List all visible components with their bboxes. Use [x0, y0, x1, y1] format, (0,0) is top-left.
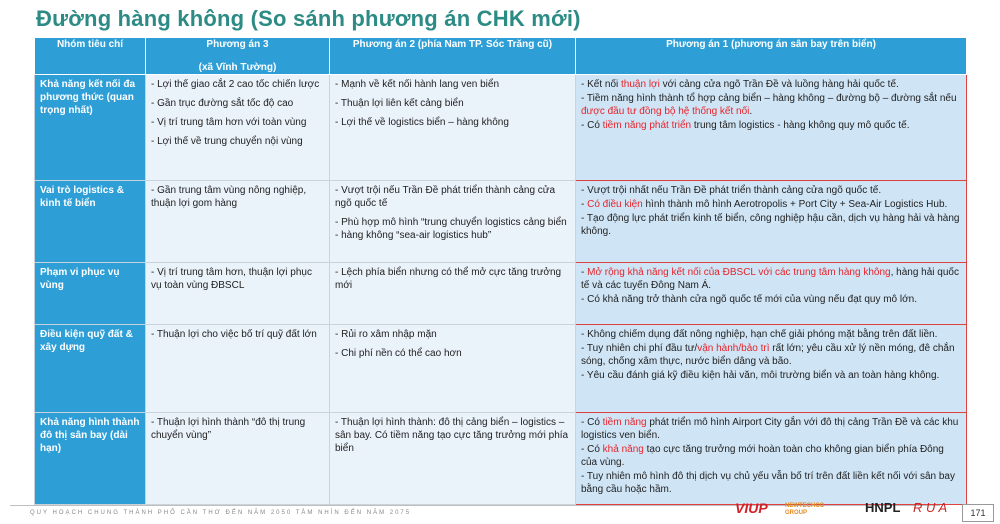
bullet-text: - Lợi thế giao cắt 2 cao tốc chiến lược [151, 79, 320, 90]
highlight-text: được đầu tư đồng bộ hệ thống kết nối [581, 106, 750, 117]
option-3-cell [146, 181, 330, 263]
bullet-text: - Vượt trội nếu Trần Đề phát triển thành cảng cửa ngõ quốc tế [335, 185, 556, 209]
rua-logo: R U A [913, 500, 948, 515]
bullet-text [581, 92, 961, 118]
bullet-text [581, 470, 961, 496]
text-segment: - Tuy nhiên chi phí đầu tư/ [581, 343, 698, 354]
text-segment: - Tiềm năng hình thành tổ hợp cảng biển – hàng không – đường bộ – đường sắt nếu [581, 93, 957, 104]
bullet-text [581, 416, 961, 442]
option-2-cell [330, 413, 576, 505]
header-option-1: Phương án 1 (phương án sân bay trên biển) [576, 38, 967, 75]
table-header-row [35, 38, 967, 75]
table-row [35, 75, 967, 181]
table-row [35, 263, 967, 325]
text-segment: - [581, 267, 588, 278]
text-segment: - Tuy nhiên mô hình đô thị dịch vụ chủ yếu vẫn bố trí trên đất liền kết nối với sân bay bằng cầu hoặc hầm. [581, 471, 955, 495]
text-segment: - Tạo động lực phát triển kinh tế biển, công nghiệp hậu cần, dịch vụ hàng hải và hàng không. [581, 213, 960, 237]
bullet-text: - Thuận lợi liên kết cảng biển [335, 98, 464, 109]
text-segment: . [749, 106, 753, 117]
bullet-text: - Phù hợp mô hình “trung chuyển logistics cảng biển - hàng không “sea-air logistics hub” [335, 217, 567, 241]
bullet-text: - Lợi thế về logistics biển – hàng không [335, 117, 509, 128]
table-row [35, 325, 967, 413]
bullet-text: - Thuận lợi hình thành: đô thị cảng biển – logistics – sân bay. Có tiềm năng tạo cực tăng trưởng mới phía biển [335, 417, 569, 454]
footer-text: QUY HOẠCH CHUNG THÀNH PHỐ CẦN THƠ ĐẾN NĂM 2050 TẦM NHÌN ĐẾN NĂM 2075 [30, 510, 412, 516]
option-1-cell [576, 413, 967, 505]
bullet-text [581, 78, 961, 91]
bullet-text [581, 443, 961, 469]
criteria-cell: Phạm vi phục vụ vùng [35, 263, 146, 325]
option-1-cell [576, 75, 967, 181]
partner-logos [735, 500, 955, 520]
text-segment: - [581, 199, 588, 210]
text-segment: - Có [581, 417, 603, 428]
highlight-text: thuận lợi [621, 79, 660, 90]
highlight-text: tiềm năng [602, 417, 647, 428]
text-segment: rất lớn; yêu cầu xử lý nền móng, đê chắn sóng, chống xâm thực, nước biển dâng và bão. [581, 343, 955, 367]
table-row [35, 181, 967, 263]
criteria-cell: Điều kiện quỹ đất & xây dựng [35, 325, 146, 413]
highlight-text: vận hành/bảo trì [697, 343, 770, 354]
text-segment: phát triển mô hình Airport City gắn với đô thị cảng Trần Đề và các khu logistics ven biển. [581, 417, 959, 441]
highlight-text: Có điều kiện [587, 199, 643, 210]
option-2-cell [330, 263, 576, 325]
text-segment: tạo cực tăng trưởng mới hoàn toàn cho không gian biển phía Đông của vùng. [581, 444, 944, 468]
option-2-cell [330, 181, 576, 263]
header-option-2: Phương án 2 (phía Nam TP. Sóc Trăng cũ) [330, 38, 576, 75]
bullet-text [581, 212, 961, 238]
text-segment: - Vượt trội nhất nếu Trần Đề phát triển thành cảng cửa ngõ quốc tế. [581, 185, 882, 196]
bullet-text: - Chi phí nền có thể cao hơn [335, 348, 462, 359]
page-number: 171 [962, 504, 994, 522]
text-segment: hình thành mô hình Aerotropolis + Port City + Sea-Air Logistics Hub. [642, 199, 948, 210]
bullet-text [581, 198, 961, 211]
bullet-text: - Mạnh về kết nối hành lang ven biển [335, 79, 499, 90]
page-title: Đường hàng không (So sánh phương án CHK mới) [36, 6, 581, 31]
bullet-text: - Vị trí trung tâm hơn, thuận lợi phục vụ toàn vùng ĐBSCL [151, 267, 312, 291]
criteria-cell: Khả năng kết nối đa phương thức (quan trọng nhất) [35, 75, 146, 181]
newtechco-logo: NEWTECHCO GROUP [785, 503, 825, 516]
header-criteria: Nhóm tiêu chí [35, 38, 146, 75]
header-option-3: Phương án 3 (xã Vĩnh Tường) [146, 38, 330, 75]
highlight-text: tiềm năng phát triển [602, 120, 692, 131]
bullet-text: - Lợi thế về trung chuyển nội vùng [151, 136, 303, 147]
bullet-text [581, 266, 961, 292]
bullet-text [581, 119, 961, 132]
option-2-cell [330, 325, 576, 413]
bullet-text [581, 293, 961, 306]
hnpl-logo: HNPL [865, 500, 901, 515]
bullet-text: - Rủi ro xâm nhập mặn [335, 329, 437, 340]
option-3-cell [146, 325, 330, 413]
table-row [35, 413, 967, 505]
option-3-cell [146, 413, 330, 505]
text-segment: trung tâm logistics - hàng không quy mô quốc tế. [691, 120, 910, 131]
text-segment: với cảng cửa ngõ Trần Đề và luồng hàng hải quốc tế. [659, 79, 899, 90]
bullet-text: - Vị trí trung tâm hơn với toàn vùng [151, 117, 307, 128]
criteria-cell: Vai trò logistics & kinh tế biển [35, 181, 146, 263]
bullet-text: - Gần trục đường sắt tốc độ cao [151, 98, 294, 109]
text-segment: , hàng hải quốc tế và các tuyến Đông Nam Á. [581, 267, 959, 291]
bullet-text: - Thuận lợi hình thành “đô thị trung chuyển vùng” [151, 417, 306, 441]
option-3-cell [146, 75, 330, 181]
option-1-cell [576, 325, 967, 413]
comparison-table [34, 37, 967, 505]
text-segment: - Có khả năng trở thành cửa ngõ quốc tế mới của vùng nếu đạt quy mô lớn. [581, 294, 918, 305]
text-segment: - Có [581, 120, 603, 131]
viup-logo: VIUP [735, 500, 768, 516]
bullet-text [581, 328, 961, 341]
text-segment: - Có [581, 444, 603, 455]
option-3-cell [146, 263, 330, 325]
bullet-text [581, 369, 961, 382]
text-segment: - Yêu cầu đánh giá kỹ điều kiện hải văn, môi trường biển và an toàn hàng không. [581, 370, 940, 381]
text-segment: - Kết nối [581, 79, 622, 90]
option-1-cell [576, 181, 967, 263]
option-1-cell [576, 263, 967, 325]
highlight-text: Mở rộng khả năng kết nối của ĐBSCL với các trung tâm hàng không [587, 267, 891, 278]
bullet-text: - Gần trung tâm vùng nông nghiệp, thuận lợi gom hàng [151, 185, 307, 209]
option-2-cell [330, 75, 576, 181]
bullet-text: - Lệch phía biển nhưng có thể mở cực tăng trưởng mới [335, 267, 562, 291]
bullet-text [581, 342, 961, 368]
bullet-text: - Thuận lợi cho việc bố trí quỹ đất lớn [151, 329, 317, 340]
text-segment: - Không chiếm dụng đất nông nghiệp, hạn chế giải phóng mặt bằng trên đất liền. [581, 329, 938, 340]
criteria-cell: Khả năng hình thành đô thị sân bay (dài hạn) [35, 413, 146, 505]
highlight-text: khả năng [602, 444, 644, 455]
bullet-text [581, 184, 961, 197]
